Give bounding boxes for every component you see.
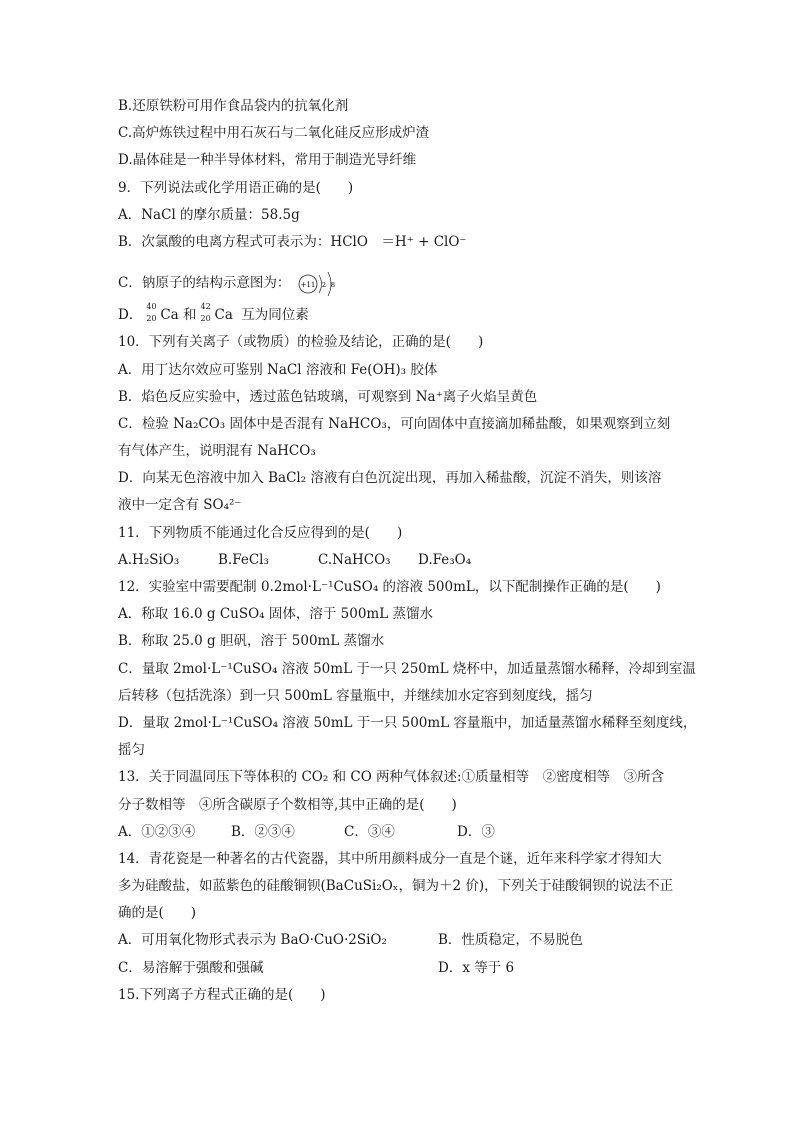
q14-options-row2 bbox=[118, 955, 678, 982]
isotope-number: 20 bbox=[200, 314, 211, 324]
q9-option-d-mid: 和 bbox=[183, 307, 197, 324]
q9-option-a: A．NaCl 的摩尔质量：58.5g bbox=[118, 206, 300, 223]
q13-option-b: B．②③④ bbox=[231, 823, 295, 840]
q9-option-c-text: C．钠原子的结构示意图为： bbox=[118, 275, 291, 292]
isotope-number: 20 bbox=[146, 314, 157, 324]
q14-option-c: C．易溶解于强酸和强碱 bbox=[118, 959, 264, 976]
q10-option-a: A．用丁达尔效应可鉴别 NaCl 溶液和 Fe(OH)₃ 胶体 bbox=[118, 361, 438, 378]
q14-stem-line2: 多为硅酸盐，如蓝紫色的硅酸铜钡(BaCuSi₂Oₓ，铜为＋2 价)，下列关于硅酸铜钡的说法不正 bbox=[118, 878, 674, 895]
q13-option-d: D．③ bbox=[457, 823, 495, 840]
q12-option-d-line2: 摇匀 bbox=[118, 742, 145, 759]
q12-option-a: A．称取 16.0 g CuSO₄ 固体，溶于 500mL 蒸馏水 bbox=[118, 606, 433, 623]
q9-option-b: B．次氯酸的电离方程式可表示为：HClO ＝H⁺ + ClO⁻ bbox=[118, 233, 467, 250]
q12-option-b: B．称取 25.0 g 胆矾，溶于 500mL 蒸馏水 bbox=[118, 633, 385, 650]
q14-stem-line1: 14．青花瓷是一种著名的古代瓷器，其中所用颜料成分一直是个谜，近年来科学家才得知大 bbox=[118, 850, 662, 867]
q13-stem-line2: 分子数相等 ④所含碳原子个数相等,其中正确的是( ) bbox=[118, 796, 457, 813]
q9-option-d bbox=[118, 302, 678, 329]
atom-shell2-label: 8 bbox=[330, 281, 335, 290]
q12-option-c-line2: 后转移（包括洗涤）到一只 500mL 容量瓶中，并继续加水定容到刻度线，摇匀 bbox=[118, 687, 593, 704]
q11-stem: 11．下列物质不能通过化合反应得到的是( ) bbox=[118, 524, 403, 541]
q13-stem-line1: 13．关于同温同压下等体积的 CO₂ 和 CO 两种气体叙述:①质量相等 ②密度相等 ③所含 bbox=[118, 769, 665, 786]
q9-option-d-suffix: 互为同位素 bbox=[241, 307, 309, 324]
q8-option-d: D.晶体硅是一种半导体材料，常用于制造光导纤维 bbox=[118, 152, 417, 169]
q14-option-d: D．x 等于 6 bbox=[438, 959, 515, 976]
q14-option-b: B．性质稳定，不易脱色 bbox=[438, 932, 583, 949]
q8-option-c: C.高炉炼铁过程中用石灰石与二氧化硅反应形成炉渣 bbox=[118, 125, 430, 142]
q14-options-row1 bbox=[118, 927, 678, 954]
q12-option-c-line1: C．量取 2mol·L⁻¹CuSO₄ 溶液 50mL 于一只 250mL 烧杯中，加适量蒸馏水稀释，冷却到室温 bbox=[118, 660, 696, 677]
q14-stem-line3: 确的是( ) bbox=[118, 905, 197, 922]
q9-option-c bbox=[118, 264, 678, 302]
q11-option-b: B.FeCl₃ bbox=[218, 551, 269, 568]
q11-option-a: A.H₂SiO₃ bbox=[118, 551, 180, 568]
isotope-mass: 40 bbox=[146, 302, 157, 312]
isotope-symbol: Ca bbox=[160, 307, 179, 324]
q10-option-d-line1: D．向某无色溶液中加入 BaCl₂ 溶液有白色沉淀出现，再加入稀盐酸，沉淀不消失，则该溶 bbox=[118, 470, 662, 487]
q15-stem: 15.下列离子方程式正确的是( ) bbox=[118, 986, 326, 1003]
q12-stem: 12．实验室中需要配制 0.2mol·L⁻¹CuSO₄ 的溶液 500mL，以下配制操作正确的是( ) bbox=[118, 579, 661, 595]
q11-option-c: C.NaHCO₃ bbox=[318, 551, 391, 568]
q10-stem: 10．下列有关离子（或物质）的检验及结论，正确的是( ) bbox=[118, 334, 484, 351]
isotope-ca42 bbox=[201, 303, 215, 323]
q11-options bbox=[118, 547, 678, 574]
q10-option-c-line2: 有气体产生，说明混有 NaHCO₃ bbox=[118, 443, 316, 460]
isotope-mass: 42 bbox=[200, 302, 211, 312]
q9-option-d-prefix: D． bbox=[118, 307, 143, 324]
atom-nucleus-label: +11 bbox=[300, 281, 316, 290]
atom-shell1-label: 2 bbox=[321, 281, 326, 290]
exam-page bbox=[118, 93, 697, 1009]
q10-option-c-line1: C．检验 Na₂CO₃ 固体中是否混有 NaHCO₃，可向固体中直接滴加稀盐酸，如果观察到立刻 bbox=[118, 415, 671, 432]
q13-option-a: A．①②③④ bbox=[118, 823, 196, 840]
sodium-atom-diagram bbox=[297, 267, 341, 301]
q8-option-b: B.还原铁粉可用作食品袋内的抗氧化剂 bbox=[118, 98, 349, 114]
isotope-symbol: Ca bbox=[214, 307, 233, 324]
q12-option-d-line1: D．量取 2mol·L⁻¹CuSO₄ 溶液 50mL 于一只 500mL 容量瓶中，加适量蒸馏水稀释至刻度线， bbox=[118, 714, 697, 731]
q14-option-a: A．可用氧化物形式表示为 BaO·CuO·2SiO₂ bbox=[118, 932, 387, 949]
q13-options bbox=[118, 819, 678, 846]
q9-stem: 9．下列说法或化学用语正确的是( ) bbox=[118, 179, 354, 196]
q13-option-c: C．③④ bbox=[344, 823, 395, 840]
q10-option-b: B．焰色反应实验中，透过蓝色钴玻璃，可观察到 Na⁺离子火焰呈黄色 bbox=[118, 388, 538, 405]
q11-option-d: D.Fe₃O₄ bbox=[418, 551, 472, 568]
isotope-ca40 bbox=[146, 303, 160, 323]
q10-option-d-line2: 液中一定含有 SO₄²⁻ bbox=[118, 497, 242, 514]
